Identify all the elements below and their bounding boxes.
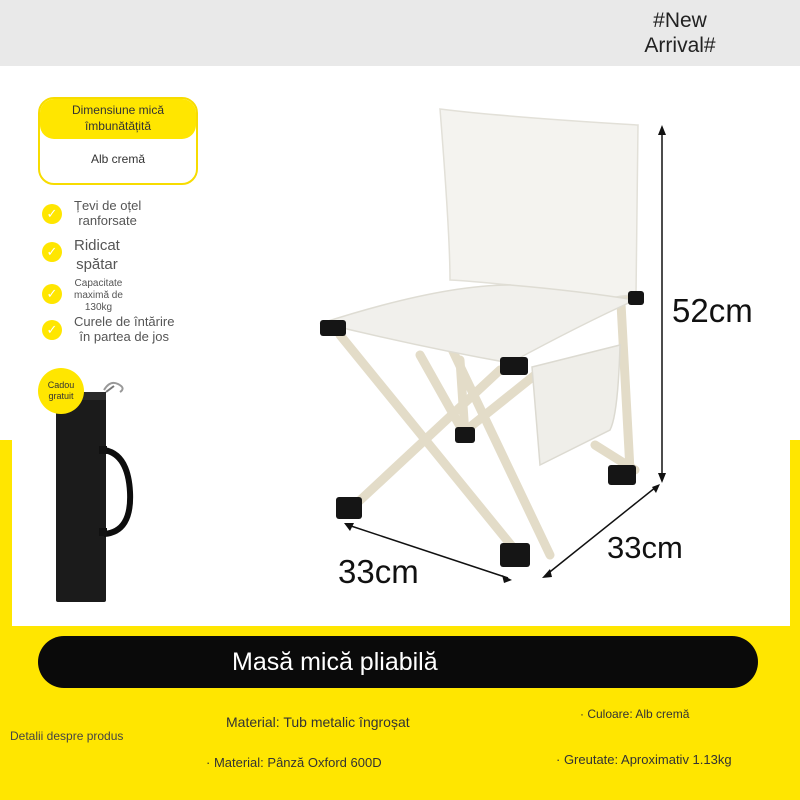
new-arrival-line2: Arrival# xyxy=(644,34,716,57)
product-title: Masă mică pliabilă xyxy=(232,648,438,676)
feature-item xyxy=(42,278,123,314)
spec-color: · Culoare: Alb cremă xyxy=(580,707,690,721)
length-dimension: 33cm xyxy=(338,553,419,590)
variant-name-line1: Dimensiune mică xyxy=(71,103,165,117)
check-icon: ✓ xyxy=(42,204,62,224)
details-label: Detalii despre produs xyxy=(10,729,124,743)
variant-header xyxy=(40,99,196,139)
feature-text-line: ranforsate xyxy=(78,213,137,228)
feature-text-line: 130kg xyxy=(84,302,113,313)
carry-bag xyxy=(36,362,146,607)
feature-text-line: maximă de xyxy=(74,290,123,301)
new-arrival-line1: #New xyxy=(653,9,707,32)
product-title-bar xyxy=(38,636,758,688)
feature-item xyxy=(42,236,120,274)
feature-item xyxy=(42,314,174,344)
variant-card[interactable] xyxy=(38,97,198,185)
feature-text-line: Capacitate xyxy=(74,278,123,289)
check-icon: ✓ xyxy=(42,242,62,262)
spec-material-frame: Material: Tub metalic îngroșat xyxy=(226,714,410,730)
gift-line2: gratuit xyxy=(48,391,74,401)
check-icon: ✓ xyxy=(42,284,62,304)
gift-line1: Cadou xyxy=(47,380,75,390)
chair-illustration xyxy=(300,95,720,595)
variant-color: Alb cremă xyxy=(90,152,146,166)
new-arrival-badge xyxy=(615,8,745,58)
feature-text-line: Ridicat xyxy=(74,237,120,254)
feature-item xyxy=(42,198,141,228)
feature-text-line: Țevi de oțel xyxy=(74,198,142,213)
feature-text-line: spătar xyxy=(76,256,118,273)
gift-badge xyxy=(38,368,84,414)
width-dimension: 33cm xyxy=(607,530,683,565)
variant-name-line2: îmbunătățită xyxy=(84,119,152,133)
feature-text-line: în partea de jos xyxy=(79,329,170,344)
check-icon: ✓ xyxy=(42,320,62,340)
spec-material-fabric: · Material: Pânză Oxford 600D xyxy=(206,755,382,770)
folding-chair-icon xyxy=(300,95,720,595)
feature-text-line: Curele de întărire xyxy=(74,314,175,329)
height-dimension: 52cm xyxy=(672,292,753,329)
spec-weight: · Greutate: Aproximativ 1.13kg xyxy=(556,752,732,767)
